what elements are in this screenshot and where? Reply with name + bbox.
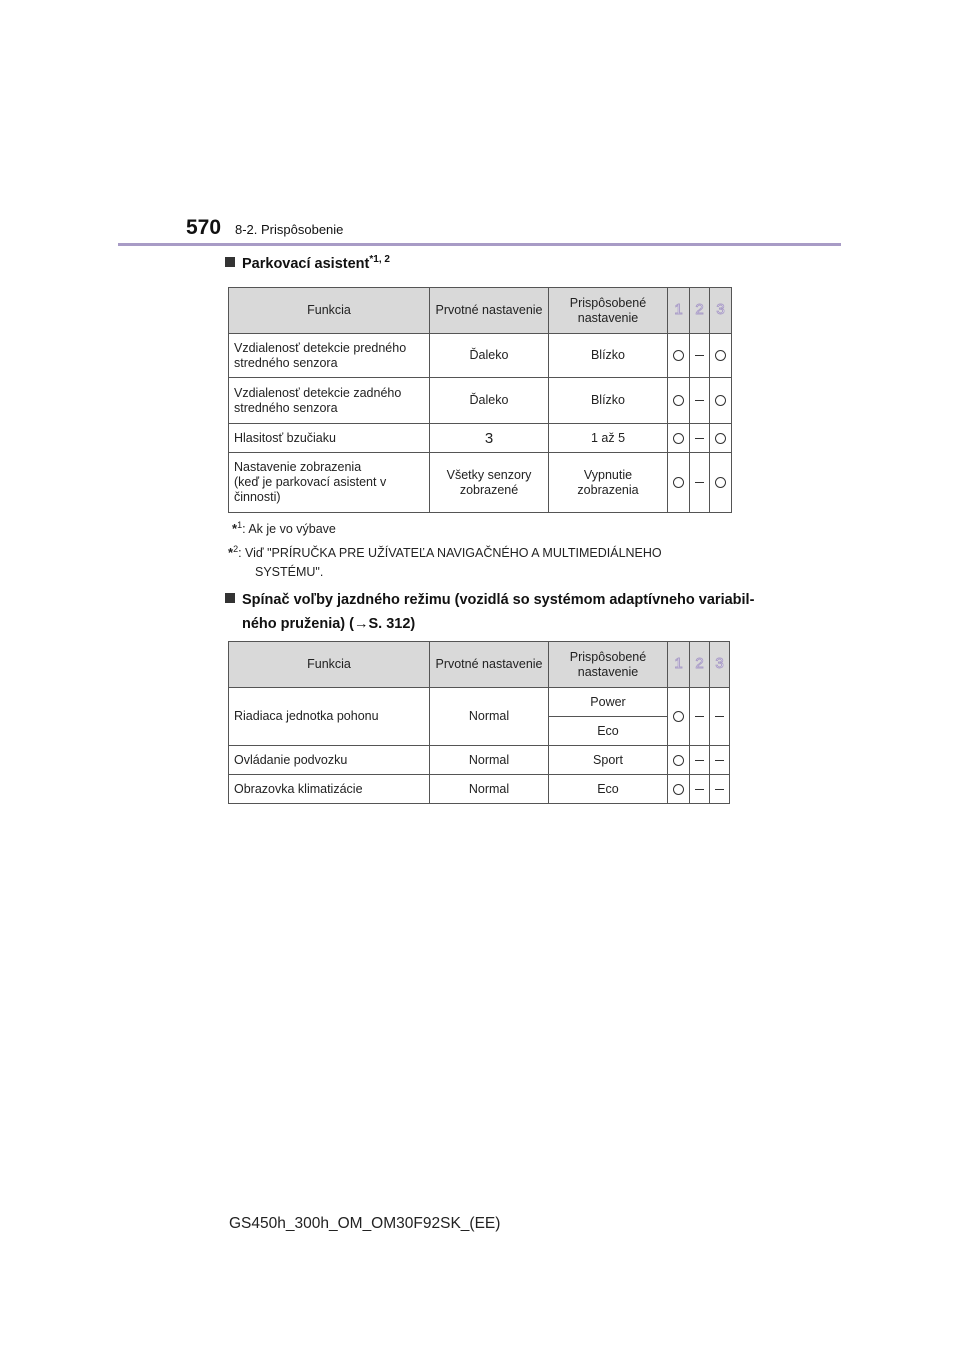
- row-default: Normal: [430, 775, 549, 804]
- circle-icon: [673, 755, 684, 766]
- number-3-glyph: 3: [716, 300, 725, 317]
- drive-mode-table: [228, 641, 730, 804]
- section2-heading: [225, 588, 765, 636]
- parking-assist-table: [228, 287, 732, 513]
- circle-icon: [715, 433, 726, 444]
- row-custom: Blízko: [549, 378, 668, 424]
- row-custom: Vypnutie zobrazenia: [549, 453, 668, 513]
- row-mark-2: [690, 424, 710, 453]
- dash-icon: [715, 760, 724, 761]
- row-function: Hlasitosť bzučiaku: [229, 424, 430, 453]
- circle-icon: [673, 711, 684, 722]
- row-default: Normal: [430, 746, 549, 775]
- table-row: [229, 378, 732, 424]
- row-custom: 1 až 5: [549, 424, 668, 453]
- page-reference-link[interactable]: S. 312): [368, 616, 416, 632]
- row-default: Ďaleko: [430, 378, 549, 424]
- row-default: Všetky senzory zobrazené: [430, 453, 549, 513]
- dash-icon: [695, 760, 704, 761]
- number-3-glyph: 3: [715, 654, 724, 671]
- dash-icon: [695, 438, 704, 439]
- number-2-icon: [692, 301, 707, 317]
- row-function: Obrazovka klimatizácie: [229, 775, 430, 804]
- number-2-glyph: 2: [695, 654, 704, 671]
- header-custom: Prispôsobené nastavenie: [549, 642, 668, 688]
- row-mark-3: [710, 775, 730, 804]
- dash-icon: [695, 716, 704, 717]
- row-custom: Sport: [549, 746, 668, 775]
- section1-title: Parkovací asistent: [242, 256, 370, 272]
- number-2-icon: [692, 655, 707, 671]
- table-row: [229, 746, 730, 775]
- section2-title-line2: ného pruženia) (: [242, 616, 354, 632]
- dash-icon: [715, 789, 724, 790]
- number-3-icon: [712, 655, 727, 671]
- number-1-glyph: 1: [674, 300, 683, 317]
- header-number-2: [690, 642, 710, 688]
- table-row: [229, 424, 732, 453]
- header-custom: Prispôsobené nastavenie: [549, 288, 668, 334]
- square-bullet-icon: [225, 257, 235, 267]
- footnote-text-cont: SYSTÉMU".: [255, 565, 324, 579]
- row-mark-3: [710, 453, 732, 513]
- header-function: Funkcia: [229, 288, 430, 334]
- header-number-1: [668, 288, 690, 334]
- section-label: 8-2. Prispôsobenie: [235, 222, 344, 237]
- footnote-2: [228, 543, 758, 582]
- row-custom-eco: Eco: [549, 717, 668, 746]
- section1-heading: [225, 252, 390, 276]
- row-mark-2: [690, 453, 710, 513]
- table-row: [229, 775, 730, 804]
- footnote-marker: *: [232, 521, 238, 536]
- dash-icon: [695, 400, 704, 401]
- header-number-1: [668, 642, 690, 688]
- circle-icon: [673, 477, 684, 488]
- row-mark-3: [710, 378, 732, 424]
- number-2-glyph: 2: [695, 300, 704, 317]
- circle-icon: [673, 350, 684, 361]
- row-mark-2: [690, 775, 710, 804]
- row-mark-1: [668, 775, 690, 804]
- row-custom: Blízko: [549, 334, 668, 378]
- number-1-icon: [671, 301, 686, 317]
- row-mark-3: [710, 746, 730, 775]
- dash-icon: [695, 789, 704, 790]
- row-mark-1: [668, 378, 690, 424]
- row-function: Vzdialenosť detekcie zadného stredného senzora: [229, 378, 430, 424]
- arrow-right-icon: →: [353, 616, 369, 632]
- header-default: Prvotné nastavenie: [430, 642, 549, 688]
- number-1-icon: [671, 655, 686, 671]
- square-bullet-icon: [225, 593, 235, 603]
- table-row: [229, 334, 732, 378]
- row-mark-1: [668, 334, 690, 378]
- circle-icon: [715, 395, 726, 406]
- row-mark-2: [690, 688, 710, 746]
- document-code: GS450h_300h_OM_OM30F92SK_(EE): [229, 1215, 501, 1232]
- footnote-marker: *: [228, 545, 234, 560]
- row-mark-2: [690, 746, 710, 775]
- row-mark-1: [668, 688, 690, 746]
- row-function: Ovládanie podvozku: [229, 746, 430, 775]
- number-3-icon: [713, 301, 728, 317]
- row-function: Riadiaca jednotka pohonu: [229, 688, 430, 746]
- row-function: Nastavenie zobrazenia (keď je parkovací asistent v činnosti): [229, 453, 430, 513]
- header-function: Funkcia: [229, 642, 430, 688]
- row-mark-3: [710, 334, 732, 378]
- table-header-row: [229, 642, 730, 688]
- row-custom: Eco: [549, 775, 668, 804]
- header-number-2: [690, 288, 710, 334]
- header-default: Prvotné nastavenie: [430, 288, 549, 334]
- row-mark-1: [668, 746, 690, 775]
- dash-icon: [695, 482, 704, 483]
- circle-icon: [715, 350, 726, 361]
- section1-title-sup: *1, 2: [369, 254, 390, 265]
- number-1-glyph: 1: [674, 654, 683, 671]
- footnote-text: : Ak je vo výbave: [242, 522, 336, 536]
- row-mark-3: [710, 424, 732, 453]
- header-rule: [118, 243, 841, 246]
- page-number: 570: [186, 216, 222, 239]
- table-row: [229, 453, 732, 513]
- footnote-sup: 2: [233, 544, 239, 554]
- circle-icon: [715, 477, 726, 488]
- row-mark-2: [690, 378, 710, 424]
- header-number-3: [710, 642, 730, 688]
- row-mark-3: [710, 688, 730, 746]
- footnote-sup: 1: [237, 520, 243, 530]
- row-custom-power: Power: [549, 688, 668, 717]
- header-number-3: [710, 288, 732, 334]
- row-default: Normal: [430, 688, 549, 746]
- circle-icon: [673, 395, 684, 406]
- dash-icon: [695, 355, 704, 356]
- table-header-row: [229, 288, 732, 334]
- footnote-1: [232, 519, 336, 539]
- footnote-text: : Viď "PRÍRUČKA PRE UŽÍVATEĽA NAVIGAČNÉHO A MULTIMEDIÁLNEHO: [238, 546, 662, 560]
- row-mark-2: [690, 334, 710, 378]
- dash-icon: [715, 716, 724, 717]
- row-default: 3: [430, 424, 549, 453]
- row-default: Ďaleko: [430, 334, 549, 378]
- row-mark-1: [668, 453, 690, 513]
- row-mark-1: [668, 424, 690, 453]
- table-row: [229, 688, 730, 717]
- section2-title-line1: Spínač voľby jazdného režimu (vozidlá so systémom adaptívneho variabil-: [242, 592, 755, 608]
- row-function: Vzdialenosť detekcie predného stredného senzora: [229, 334, 430, 378]
- circle-icon: [673, 784, 684, 795]
- circle-icon: [673, 433, 684, 444]
